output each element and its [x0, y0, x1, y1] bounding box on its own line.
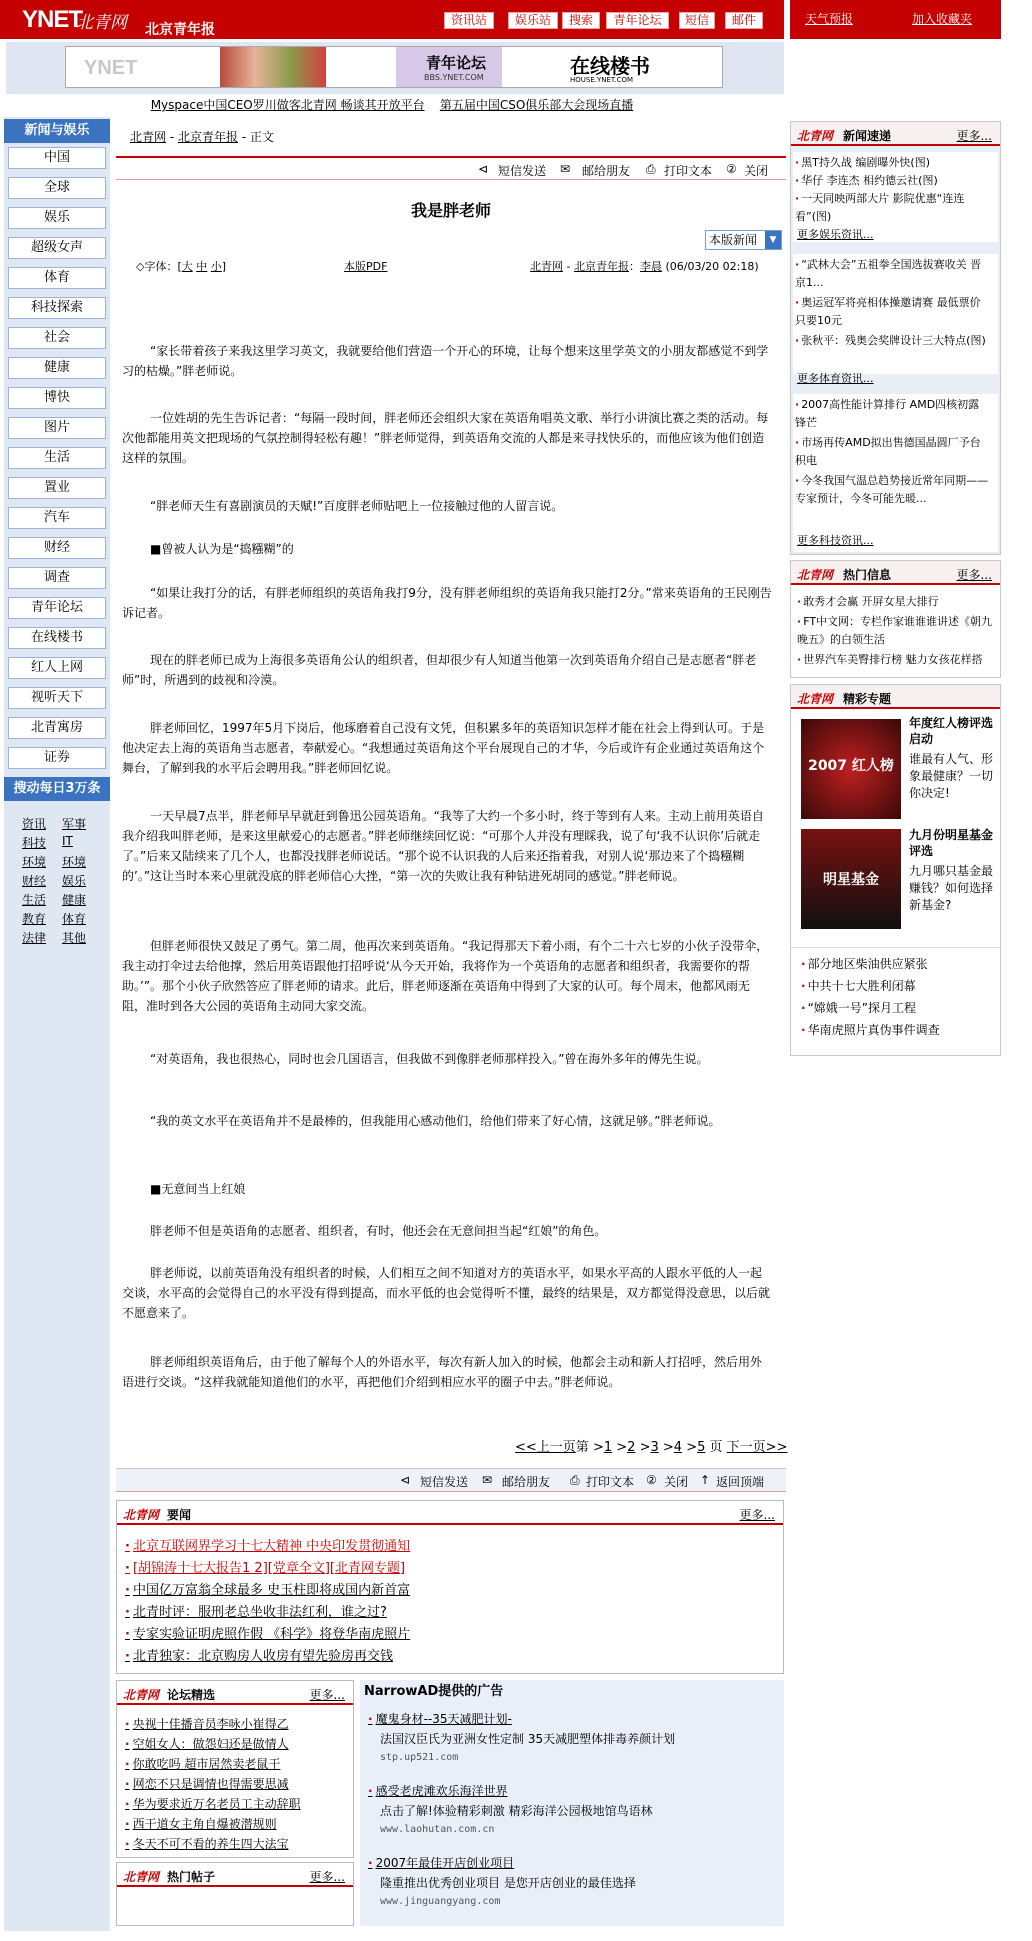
favorite-link[interactable]: 加入收藏夹 — [912, 12, 973, 26]
search-category[interactable]: 环境 — [22, 855, 47, 869]
forum-item[interactable]: · 央视十佳播音员李咏小崔得乙 — [125, 1715, 289, 1732]
font-small[interactable]: 小 — [210, 260, 222, 273]
hot-info-title: 热门信息 — [843, 568, 892, 582]
ad-desc: 点击了解!体验精彩刺激 精彩海洋公园极地馆鸟语林 — [380, 1804, 653, 1818]
sidebar-item[interactable]: 财经 — [8, 537, 106, 559]
mail-icon: ✉ — [560, 162, 571, 176]
special-title: 精彩专题 — [843, 692, 892, 706]
special-desc-1: 谁最有人气、形象最健康？一切你决定! — [909, 752, 994, 800]
pagination: <<上一页第 >1 >2 >3 >4 >5 页 下一页>> — [515, 1440, 788, 1455]
yaowen-more[interactable]: 更多... — [739, 1508, 775, 1522]
tech-news-item[interactable]: · 市场再传AMD拟出售德国晶圆厂予台积电 — [795, 434, 990, 470]
paper-name: 北京青年报 — [145, 22, 215, 38]
sidebar-item[interactable]: 调查 — [8, 567, 106, 589]
banner-brand: YNET — [84, 57, 138, 79]
breadcrumb: 北青网 - 北京青年报 - 正文 — [130, 130, 274, 144]
hotpost-more[interactable]: 更多... — [309, 1870, 345, 1884]
headline-strip — [0, 94, 784, 118]
banner-ad-house[interactable]: 在线楼书 HOUSE.YNET.COM — [564, 47, 676, 87]
article-paragraph: “胖老师天生有喜剧演员的天赋!”百度胖老师贴吧上一位接触过他的人留言说。 — [150, 499, 564, 513]
article-paragraph: 现在的胖老师已成为上海很多英语角公认的组织者，但却很少有人知道当他第一次到英语角介绍自己是志愿者“胖老师”时，所遇到的歧视和冷漠。 — [122, 653, 757, 687]
author-link[interactable]: 李晨 — [639, 260, 662, 273]
forum-item[interactable]: · 西干道女主角自爆被潜规则 — [125, 1815, 277, 1832]
sidebar-item[interactable]: 科技探索 — [8, 297, 106, 319]
search-category[interactable]: 环境 — [62, 855, 87, 869]
weather-link[interactable]: 天气预报 — [805, 12, 854, 26]
article-paragraph: “如果让我打分的话，有胖老师组织的英语角我打9分，没有胖老师组织的英语角我只能打2分。”常来英语角的王民刚告诉记者。 — [122, 586, 772, 620]
news-select[interactable]: 本版新闻 ▼ — [705, 230, 782, 250]
sms-send-link-2[interactable]: 短信发送 — [420, 1475, 469, 1489]
yaowen-title: 要闻 — [167, 1508, 192, 1522]
special-img-2[interactable]: 明星基金 — [801, 829, 901, 929]
close-link-2[interactable]: 关闭 — [664, 1475, 689, 1489]
yaowen-box — [116, 1500, 784, 1674]
page-2[interactable]: 2 — [627, 1440, 636, 1455]
ad-desc: 隆重推出优秀创业项目 是您开店创业的最佳选择 — [380, 1876, 636, 1890]
hot-info-item[interactable]: · 世界汽车美臀排行榜 魅力女孩花样搭 — [797, 651, 983, 667]
article-paragraph: ■无意间当上红娘 — [150, 1182, 246, 1196]
source-paper[interactable]: 北京青年报 — [573, 260, 629, 273]
special-title-1[interactable]: 年度红人榜评选启动 — [909, 716, 994, 746]
banner-ad-forum[interactable]: 青年论坛 BBS.YNET.COM — [396, 47, 502, 87]
page-4[interactable]: 4 — [673, 1440, 683, 1455]
search-category[interactable]: 其他 — [62, 931, 87, 945]
close-icon: ② — [726, 162, 737, 176]
mail-icon-2: ✉ — [482, 1473, 493, 1487]
crumb-paper[interactable]: 北京青年报 — [177, 130, 238, 144]
ent-news-item[interactable]: · 黑T持久战 编剧曝外快(图) — [795, 154, 930, 170]
article-paragraph: 胖老师组织英语角后，由于他了解每个人的外语水平，每次有新人加入的时候，他都会主动和新人打招呼，然后用外语进行交谈。“这样我就能知道他们的水平，再把他们介绍到相应水平的圈子中去。”胖老师说。 — [122, 1355, 763, 1389]
top-btn-news[interactable]: 资讯站 — [444, 12, 494, 29]
ad-box — [360, 1680, 784, 1926]
source-bqw[interactable]: 北青网 — [530, 260, 563, 273]
hot-info-item[interactable]: · FT中文网：专栏作家谁谁谁讲述《朝九晚五》的白领生活 — [797, 613, 993, 649]
search-category[interactable]: 法律 — [22, 931, 47, 945]
top-btn-ent[interactable]: 娱乐站 — [508, 12, 558, 29]
banner-box — [65, 46, 723, 88]
pdf-link[interactable]: 本版PDF — [344, 260, 388, 273]
sidebar-item[interactable]: 在线楼书 — [8, 627, 106, 649]
sidebar-item[interactable]: 博快 — [8, 387, 106, 409]
search-category[interactable]: 健康 — [62, 893, 87, 907]
yaowen-item[interactable]: · 北青独家：北京购房人收房有望先验房再交钱 — [125, 1645, 393, 1664]
hotpost-title: 热门帖子 — [167, 1870, 216, 1884]
search-category[interactable]: 教育 — [22, 912, 47, 926]
sidebar-item[interactable]: 青年论坛 — [8, 597, 106, 619]
sidebar-item[interactable]: 北青寓房 — [8, 717, 106, 739]
sport-news-item[interactable]: · “武林大会”五祖拳全国选拔赛收关 晋京1... — [795, 256, 990, 292]
article-paragraph: ■曾被人认为是“捣糨糊”的 — [150, 542, 294, 556]
sidebar-item[interactable]: 生活 — [8, 447, 106, 469]
strip-link-2[interactable]: 第五届中国CSO俱乐部大会现场直播 — [439, 98, 634, 112]
sidebar-item[interactable]: 社会 — [8, 327, 106, 349]
article-paragraph: 胖老师不但是英语角的志愿者、组织者，有时，他还会在无意间担当起“红娘”的角色。 — [150, 1224, 607, 1238]
page-5[interactable]: 5 — [697, 1440, 706, 1455]
sms-icon: ⊲ — [478, 162, 489, 176]
sidebar-head-2: 搜动每日3万条 — [4, 777, 110, 801]
article-paragraph: “家长带着孩子来我这里学习英文，我就要给他们营造一个开心的环境，让每个想来这里学英文的小朋友都感觉不到学习的枯燥。”胖老师说。 — [122, 344, 769, 378]
article-title: 我是胖老师 — [410, 201, 491, 220]
tech-more-link[interactable]: 更多科技资讯... — [797, 534, 874, 547]
ynet-logo[interactable]: YNET — [22, 6, 83, 33]
sidebar-item[interactable]: 体育 — [8, 267, 106, 289]
forum-item[interactable]: · 空姐女人：做怨妇还是做情人 — [125, 1735, 289, 1752]
sidebar-item[interactable]: 中国 — [8, 147, 106, 169]
top-btn-mail[interactable]: 邮件 — [725, 12, 763, 29]
yaowen-item[interactable]: · 专家实验证明虎照作假 《科学》将登华南虎照片 — [125, 1623, 410, 1642]
mail-friend-link-2[interactable]: 邮给朋友 — [502, 1475, 551, 1489]
forum-more[interactable]: 更多... — [309, 1688, 345, 1702]
bqw-logo[interactable]: 北青网 — [76, 13, 127, 33]
hot-info-item[interactable]: · 敢秀才会赢 开屏女星大排行 — [797, 593, 939, 609]
chevron-down-icon: ▼ — [765, 231, 781, 249]
article-paragraph: 但胖老师很快又鼓足了勇气。第二周，他再次来到英语角。“我记得那天下着小雨，有个二十六七岁的小伙子没带伞，我主动打伞过去给他撑，然后用英语跟他打招呼说‘从今天开始，我将作为一个英语角的志愿者和组织者，我需要你的帮助。’”。那个小伙子欣然答应了胖老师的请求。此后，胖老师逐渐在英语角中得到了大家的认可。每个周末，他都风雨无阻，准时到各大公园的英语角主动同大家交流。 — [122, 939, 769, 1013]
ent-news-item[interactable]: · 一天同映两部大片 影院优惠“连连看”(图) — [795, 190, 990, 226]
bottom-toolbar — [116, 1468, 786, 1492]
search-category[interactable]: IT — [62, 834, 73, 848]
article-paragraph: 胖老师说，以前英语角没有组织者的时候，人们相互之间不知道对方的英语水平，如果水平高的人跟水平低的人一起交谈，水平高的会觉得自己的水平没有得到提高，而水平低的也会觉得听不懂，最终的结果是，双方都觉得没意思，以后就不愿意来了。 — [122, 1266, 771, 1320]
article-source: 北青网 - 北京青年报：李晨 (06/03/20 02:18) — [530, 260, 759, 273]
left-sidebar — [4, 117, 110, 1931]
close-link[interactable]: 关闭 — [744, 164, 769, 178]
font-size-control: ◇字体：[大 中 小] — [136, 260, 227, 273]
hotpost-box: 北青网 热门帖子 更多... — [116, 1862, 354, 1926]
search-category[interactable]: 军事 — [62, 817, 87, 831]
back-top-link[interactable]: 返回顶端 — [716, 1475, 765, 1489]
forum-item[interactable]: · 华为要求近万名老员工主动辞职 — [125, 1795, 301, 1812]
bqw-logo-small: 北青网 — [123, 1508, 160, 1522]
ent-news-section — [793, 152, 998, 242]
sidebar-item[interactable]: 娱乐 — [8, 207, 106, 229]
sidebar-head: 新闻与娱乐 — [4, 119, 110, 143]
banner-ad-faces[interactable] — [220, 47, 326, 87]
special-img-1[interactable]: 2007 红人榜 — [801, 719, 901, 819]
font-large[interactable]: 大 — [181, 260, 193, 273]
page-1[interactable]: 1 — [603, 1440, 613, 1455]
next-page[interactable]: 下一页>> — [726, 1440, 788, 1455]
right-top-bar — [790, 0, 1001, 39]
search-category[interactable]: 科技 — [22, 836, 47, 850]
sport-more-link[interactable]: 更多体育资讯... — [797, 372, 874, 385]
tech-news-section — [793, 394, 998, 552]
forum-box: 北青网 论坛精选 更多... · 央视十佳播音员李咏小崔得乙 · 空姐女人：做怨妇还是做情人 · 你敢吃吗 超市居然卖老鼠干 · 网恋不只是调情也得需要思减 · 华为要求近万名老员工主动辞职 · 西干道女主角自爆被潜规则 · 冬天不可不看的养生四大法宝 — [116, 1680, 354, 1858]
special-item[interactable]: · 部分地区柴油供应紧张 — [801, 955, 928, 972]
special-item[interactable]: · “嫦娥一号”探月工程 — [801, 999, 916, 1016]
article-toolbar — [116, 156, 786, 180]
sms-send-link[interactable]: 短信发送 — [498, 164, 547, 178]
news-express-title: 新闻速递 — [843, 129, 892, 143]
print-link-2[interactable]: 打印文本 — [586, 1475, 635, 1489]
sport-news-item[interactable]: · 奥运冠军将亮相体操邀请赛 最低票价只要10元 — [795, 294, 990, 330]
article-paragraph: 胖老师回忆，1997年5月下岗后，他琢磨着自己没有文凭，但积累多年的英语知识怎样才能在社会上得到认可。于是他决定去上海的英语角当志愿者，奉献爱心。“我想通过英语角这个平台展现自己的才华，今后或许有企业通过英语角这个舞台，了解到我的水平后会聘用我。”胖老师回忆说。 — [122, 721, 765, 775]
hot-info-box: 北青网 热门信息 更多... · 敢秀才会赢 开屏女星大排行 · FT中文网：专栏作家谁谁谁讲述《朝九晚五》的白领生活 · 世界汽车美臀排行榜 魅力女孩花样搭 — [790, 560, 1001, 678]
yaowen-item[interactable]: · 北京互联网界学习十七大精神 中央印发贯彻通知 — [125, 1535, 410, 1554]
close-icon-2: ② — [646, 1473, 657, 1487]
prev-page[interactable]: <<上一页 — [515, 1440, 576, 1455]
article-paragraph: “我的英文水平在英语角并不是最棒的，但我能用心感动他们，给他们带来了好心情，这就足够。”胖老师说。 — [150, 1114, 721, 1128]
sidebar-item[interactable]: 健康 — [8, 357, 106, 379]
search-category[interactable]: 娱乐 — [62, 874, 87, 888]
sidebar-item[interactable]: 红人上网 — [8, 657, 106, 679]
forum-title: 论坛精选 — [167, 1688, 216, 1702]
sidebar-item[interactable]: 置业 — [8, 477, 106, 499]
ad-url[interactable]: stp.up521.com — [380, 1752, 459, 1763]
print-icon: ⎙ — [646, 162, 656, 176]
top-btn-sms[interactable]: 短信 — [679, 12, 715, 29]
sms-icon-2: ⊲ — [400, 1473, 411, 1487]
sport-news-item[interactable]: · 张秋平：残奥会奖牌设计三大特点(图) — [795, 332, 990, 350]
font-medium[interactable]: 中 — [196, 260, 208, 273]
yaowen-item[interactable]: · [胡锦涛十七大报告1 2][党章全文][北青网专题] — [125, 1557, 405, 1576]
hot-info-more[interactable]: 更多... — [956, 568, 992, 582]
ad-desc: 法国汉臣氏为亚洲女性定制 35天减肥塑体排毒养颜计划 — [380, 1732, 676, 1746]
sport-news-section — [793, 254, 998, 385]
mail-friend-link[interactable]: 邮给朋友 — [582, 164, 631, 178]
ad-url[interactable]: www.laohutan.com.cn — [380, 1824, 495, 1835]
print-link[interactable]: 打印文本 — [664, 164, 713, 178]
special-item[interactable]: · 中共十七大胜利闭幕 — [801, 977, 916, 994]
strip-link-1[interactable]: Myspace中国CEO罗川做客北青网 畅谈其开放平台 — [150, 98, 425, 112]
search-category[interactable]: 体育 — [62, 912, 87, 926]
top-btn-search[interactable]: 搜索 — [562, 12, 600, 29]
sidebar-item[interactable]: 超级女声 — [8, 237, 106, 259]
sidebar-item[interactable]: 汽车 — [8, 507, 106, 529]
sidebar-item[interactable]: 视听天下 — [8, 687, 106, 709]
sidebar-item[interactable]: 全球 — [8, 177, 106, 199]
special-title-2[interactable]: 九月份明星基金评选 — [909, 828, 994, 858]
ad-title: NarrowAD提供的广告 — [364, 1684, 504, 1699]
ad-link[interactable]: · 魔鬼身材--35天减肥计划- — [368, 1710, 512, 1727]
special-box: 北青网 精彩专题 2007 红人榜 年度红人榜评选启动 谁最有人气、形象最健康？一切你决定! 明星基金 九月份明星基金评选 九月哪只基金最赚钱？如何选择新基金? · 部分地区柴油供应紧张 · 中共十七大胜利闭幕 · “嫦娥一号”探月工程 · 华南虎照片真伪事件调查 — [790, 684, 1001, 1056]
forum-item[interactable]: · 冬天不可不看的养生四大法宝 — [125, 1835, 289, 1852]
ent-news-item[interactable]: · 华仔 李连杰 相约德云社(图) — [795, 172, 938, 188]
ad-link[interactable]: · 感受老虎滩欢乐海洋世界 — [368, 1782, 508, 1799]
search-category[interactable]: 资讯 — [22, 817, 47, 831]
sidebar-item[interactable]: 证券 — [8, 747, 106, 769]
yaowen-item[interactable]: · 中国亿万富翁全球最多 史玉柱即将成国内新首富 — [125, 1579, 410, 1598]
ent-more-link[interactable]: 更多娱乐资讯... — [797, 228, 874, 241]
news-express-more[interactable]: 更多... — [956, 129, 992, 143]
tech-news-item[interactable]: · 2007高性能计算排行 AMD四核初露锋芒 — [795, 396, 990, 432]
sidebar-item[interactable]: 图片 — [8, 417, 106, 439]
arrow-up-icon: ↑ — [700, 1473, 711, 1487]
ad-url[interactable]: www.jinguangyang.com — [380, 1896, 501, 1907]
special-desc-2: 九月哪只基金最赚钱？如何选择新基金? — [909, 864, 994, 912]
crumb-home[interactable]: 北青网 — [130, 130, 167, 144]
ad-link[interactable]: · 2007年最佳开店创业项目 — [368, 1854, 514, 1871]
news-express-box: 北青网 新闻速递 更多... · 黑T持久战 编剧曝外快(图) · 华仔 李连杰 相约德云社(图) · 一天同映两部大片 影院优惠“连连看”(图) 更多娱乐资讯... · “武林大会”五祖拳全国选拔赛收关 晋京1... · 奥运冠军将亮相体操邀请赛 最低票价只要10元 · 张秋平：残奥会奖牌设计三大特点(图) 更多体育资讯... · 2007高性能计算排行 AMD四核初露锋芒 · 市场再传AMD拟出售德国晶圆厂予台积电 · 今冬我国气温总趋势接近常年同期——专家预计，今冬可能先暖... 更多科技资讯... — [790, 121, 1001, 555]
forum-item[interactable]: · 网恋不只是调情也得需要思减 — [125, 1775, 289, 1792]
article-paragraph: 一天早晨7点半，胖老师早早就赶到鲁迅公园英语角。“我等了大约一个多小时，终于等到有人来。主动上前用英语自我介绍我叫胖老师，是来这里献爱心的志愿者。”胖老师继续回忆说：“可那个人并没有理睬我，说了句‘我不认识你’后就走了。”后来又陆续来了几个人，也都没找胖老师说话。“那个说不认识我的人后来还指着我，对别人说‘那边来了个捣糨糊的’。”这让当时本来心里就没底的胖老师信心大挫，“第一次的失败让我有种钻进死胡同的感觉。”胖老师说。 — [122, 809, 764, 883]
search-category[interactable]: 财经 — [22, 874, 47, 888]
yaowen-item[interactable]: · 北青时评：服刑老总坐收非法红利，谁之过? — [125, 1601, 387, 1620]
search-category[interactable]: 生活 — [22, 893, 47, 907]
tech-news-item[interactable]: · 今冬我国气温总趋势接近常年同期——专家预计，今冬可能先暖... — [795, 472, 990, 508]
print-icon-2: ⎙ — [570, 1473, 580, 1487]
page-3[interactable]: 3 — [650, 1440, 659, 1455]
article-paragraph: “对英语角，我也很热心，同时也会几国语言，但我做不到像胖老师那样投入。”曾在海外多年的傅先生说。 — [150, 1052, 709, 1066]
article-paragraph: 一位姓胡的先生告诉记者：“每隔一段时间，胖老师还会组织大家在英语角唱英文歌、举行小讲演比赛之类的活动。每次他都能用英文把现场的气氛控制得轻松有趣！”胖老师觉得，到英语角交流的人都是来寻找快乐的，而他应该为他们创造这样的氛围。 — [122, 411, 769, 465]
forum-item[interactable]: · 你敢吃吗 超市居然卖老鼠干 — [125, 1755, 280, 1772]
top-btn-forum[interactable]: 青年论坛 — [606, 12, 669, 29]
special-item[interactable]: · 华南虎照片真伪事件调查 — [801, 1021, 940, 1038]
